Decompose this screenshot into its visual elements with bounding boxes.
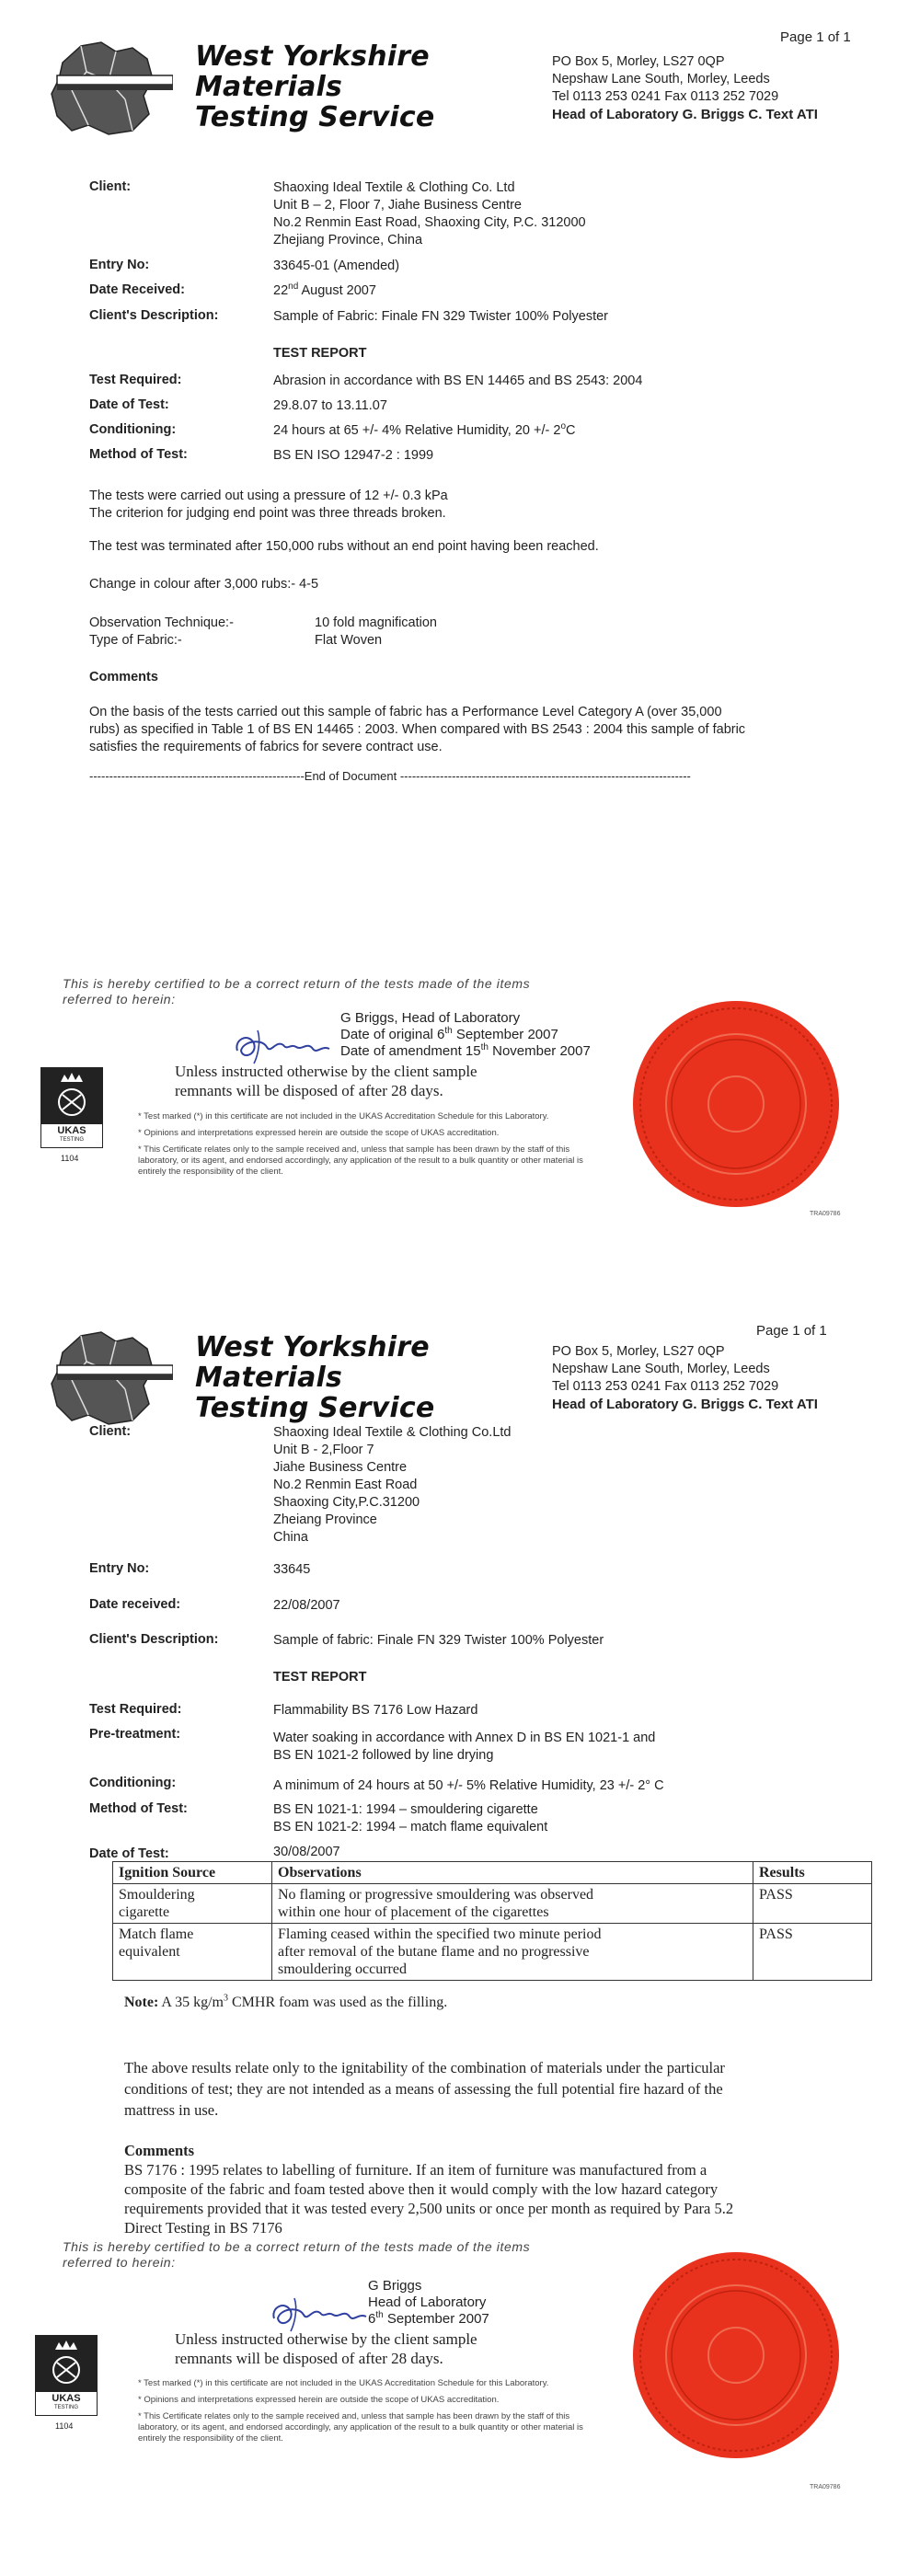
map-logo-icon [44, 1325, 173, 1431]
disposal-notice [175, 1062, 477, 1100]
results-scope-para [124, 2057, 725, 2121]
signatory-name: G Briggs, Head of Laboratory [340, 1010, 521, 1026]
fabric-type-label: Type of Fabric:- [89, 633, 182, 648]
ukas-mark [40, 1067, 103, 1163]
report-flammability [0, 1325, 920, 2576]
result-cell: PASS [753, 1924, 872, 1981]
conditioning-value [273, 422, 576, 440]
org-name-line: Testing Service [195, 1392, 435, 1424]
note-text-rest: CMHR foam was used as the filling. [228, 1995, 448, 2010]
conditioning-label: Conditioning: [89, 422, 177, 437]
entry-no-label: Entry No: [89, 1561, 150, 1576]
client-label: Client: [89, 1424, 132, 1439]
amendment-date-sup: th [480, 1042, 489, 1052]
certification-statement [63, 976, 530, 1007]
foam-note [124, 1994, 447, 2011]
amendment-date [340, 1043, 591, 1060]
signatory-name: G Briggs [368, 2278, 422, 2294]
certification-statement [63, 2239, 530, 2271]
pretreatment-label: Pre-treatment: [89, 1727, 181, 1742]
amendment-date-text: Date of amendment 15 [340, 1043, 481, 1059]
cell-line: Smouldering [119, 1887, 195, 1903]
client-label: Client: [89, 179, 132, 194]
address-line: Tel 0113 253 0241 Fax 0113 252 7029 [552, 89, 779, 104]
results-table [112, 1861, 872, 1981]
address-line: Tel 0113 253 0241 Fax 0113 252 7029 [552, 1379, 779, 1394]
client-line: Unit B - 2,Floor 7 [273, 1443, 374, 1457]
date-received-label: Date Received: [89, 282, 185, 297]
test-required-label: Test Required: [89, 1702, 182, 1717]
certificate-notes [138, 1111, 598, 1183]
wax-seal-icon [626, 994, 846, 1214]
conditioning-label: Conditioning: [89, 1776, 177, 1790]
date-received-value [273, 282, 376, 300]
method-line: BS EN 1021-2: 1994 – match flame equivalent [273, 1820, 548, 1834]
org-name-line: West Yorkshire [195, 1331, 430, 1363]
result-cell: PASS [753, 1884, 872, 1924]
org-name-line: Materials [195, 1362, 343, 1394]
para-line: The above results relate only to the ignitability of the combination of materials under the particular [124, 2059, 725, 2076]
address-line: Nepshaw Lane South, Morley, Leeds [552, 72, 770, 86]
observation-cell [272, 1884, 753, 1924]
note-item: * This Certificate relates only to the sample received and, unless that sample has been drawn by the staff of this laboratory, or its agent, and endorsed accordingly, any application of the result to a bulk quantity or other material is entirely the responsibility of the client. [138, 2411, 583, 2444]
date-received-value: 22/08/2007 [273, 1598, 340, 1613]
cert-line: This is hereby certified to be a correct return of the tests made of the items [63, 976, 531, 991]
observation-cell [272, 1924, 753, 1981]
comment-line: BS 7176 : 1995 relates to labelling of furniture. If an item of furniture was manufactured from a [124, 2161, 707, 2179]
reference-code: TRA09786 [810, 2484, 841, 2490]
client-line: No.2 Renmin East Road [273, 1478, 418, 1492]
certificate-notes [138, 2378, 598, 2450]
address-line: PO Box 5, Morley, LS27 0QP [552, 54, 725, 69]
method-line: BS EN 1021-1: 1994 – smouldering cigarette [273, 1802, 538, 1817]
original-date [340, 1027, 591, 1043]
signatory-block [340, 1010, 591, 1060]
cert-line: This is hereby certified to be a correct return of the tests made of the items [63, 2239, 531, 2254]
cell-line: No flaming or progressive smouldering was observed [278, 1887, 594, 1903]
date-of-test-label: Date of Test: [89, 1846, 169, 1861]
cell-line: cigarette [119, 1904, 170, 1920]
head-of-lab: Head of Laboratory G. Briggs C. Text ATI [552, 1397, 818, 1412]
ignition-source-cell [113, 1924, 272, 1981]
client-description-label: Client's Description: [89, 308, 219, 323]
original-date-text: Date of original 6 [340, 1027, 445, 1042]
sign-date-day: 6 [368, 2311, 376, 2327]
note-text: A 35 kg/m [158, 1995, 224, 2010]
note-item: * Opinions and interpretations expressed herein are outside the scope of UKAS accreditation. [138, 2395, 500, 2405]
original-date-sup: th [444, 1026, 453, 1036]
signatory-block [368, 2278, 489, 2328]
end-of-document: ------------------------------------------------------End of Document ------------------------------------------------------------------------- [89, 769, 691, 783]
ukas-mark [35, 2335, 98, 2431]
para-line: The criterion for judging end point was three threads broken. [89, 506, 446, 521]
termination-para: The test was terminated after 150,000 rubs without an end point having been reached. [89, 539, 599, 554]
signatory-title: Head of Laboratory [368, 2294, 487, 2310]
entry-no-value: 33645 [273, 1562, 311, 1577]
conditioning-value: A minimum of 24 hours at 50 +/- 5% Relative Humidity, 23 +/- 2° C [273, 1778, 664, 1793]
report-abrasion [0, 0, 920, 1224]
address-line: Nepshaw Lane South, Morley, Leeds [552, 1362, 770, 1376]
disposal-line: remnants will be disposed of after 28 days. [175, 2350, 443, 2367]
fabric-type-value: Flat Woven [315, 633, 383, 648]
table-row [113, 1924, 872, 1981]
pretreatment-line: BS EN 1021-2 followed by line drying [273, 1748, 494, 1763]
note-item: * This Certificate relates only to the sample received and, unless that sample has been drawn by the staff of this laboratory, or its agent, and endorsed accordingly, any application of the result to a bulk quantity or other material is entirely the responsibility of the client. [138, 1144, 583, 1177]
head-of-lab: Head of Laboratory G. Briggs C. Text ATI [552, 107, 818, 122]
note-sup: 3 [224, 1993, 228, 2004]
amendment-date-rest: November 2007 [488, 1043, 591, 1059]
test-required-value: Abrasion in accordance with BS EN 14465 and BS 2543: 2004 [273, 374, 643, 388]
column-header: Results [753, 1862, 872, 1884]
test-report-heading: TEST REPORT [273, 1670, 367, 1685]
colour-change: Change in colour after 3,000 rubs:- 4-5 [89, 577, 319, 592]
pretreatment-value [273, 1730, 655, 1765]
date-of-test-label: Date of Test: [89, 397, 169, 412]
comments-body [89, 704, 871, 756]
para-line: The tests were carried out using a pressure of 12 +/- 0.3 kPa [89, 489, 448, 503]
ukas-number: 1104 [55, 2421, 74, 2431]
comment-line: satisfies the requirements of fabrics for severe contract use. [89, 740, 443, 754]
cell-line: within one hour of placement of the cigarettes [278, 1904, 549, 1920]
client-description-value: Sample of fabric: Finale FN 329 Twister 100% Polyester [273, 1633, 604, 1648]
page-number: Page 1 of 1 [756, 1323, 827, 1339]
date-rest: August 2007 [298, 283, 376, 298]
column-header: Observations [272, 1862, 753, 1884]
client-line: Unit B – 2, Floor 7, Jiahe Business Centre [273, 198, 522, 213]
disposal-line: Unless instructed otherwise by the client sample [175, 1063, 477, 1080]
address-line: PO Box 5, Morley, LS27 0QP [552, 1344, 725, 1359]
observation-value: 10 fold magnification [315, 615, 437, 630]
para-line: conditions of test; they are not intended as a means of assessing the full potential fire hazard of the [124, 2080, 723, 2098]
client-address [273, 179, 586, 249]
note-item: * Test marked (*) in this certificate are not included in the UKAS Accreditation Schedule for this Laboratory. [138, 2378, 549, 2388]
date-of-test-value: 29.8.07 to 13.11.07 [273, 398, 387, 413]
ukas-label: UKAS [52, 2393, 81, 2404]
cell-line: smouldering occurred [278, 1961, 407, 1977]
ukas-sub: TESTING [53, 2405, 78, 2410]
pretreatment-line: Water soaking in accordance with Annex D in BS EN 1021-1 and [273, 1731, 656, 1745]
date-received-label: Date received: [89, 1597, 181, 1612]
client-line: Shaoxing City,P.C.31200 [273, 1495, 420, 1510]
comment-line: composite of the fabric and foam tested above then it would comply with the low hazard category [124, 2180, 719, 2198]
degree-sup: o [560, 421, 567, 432]
method-value [273, 1801, 547, 1836]
ukas-sub: TESTING [59, 1137, 84, 1143]
org-name-line: Testing Service [195, 101, 435, 133]
client-description-value: Sample of Fabric: Finale FN 329 Twister 100% Polyester [273, 309, 609, 324]
sign-date-rest: September 2007 [383, 2311, 489, 2327]
cell-line: after removal of the butane flame and no progressive [278, 1944, 590, 1960]
client-address [273, 1424, 511, 1547]
test-pressure-para [89, 488, 448, 523]
client-line: Zhejiang Province, China [273, 233, 423, 247]
cert-line: referred to herein: [63, 2255, 176, 2270]
date-of-test-value: 30/08/2007 [273, 1845, 340, 1859]
org-name-line: Materials [195, 71, 343, 103]
org-address [552, 1343, 818, 1413]
comments-heading: Comments [124, 2142, 195, 2159]
entry-no-label: Entry No: [89, 258, 150, 272]
ukas-label: UKAS [57, 1125, 86, 1136]
disposal-line: remnants will be disposed of after 28 days. [175, 1082, 443, 1099]
method-value: BS EN ISO 12947-2 : 1999 [273, 448, 434, 463]
client-line: No.2 Renmin East Road, Shaoxing City, P.C. 312000 [273, 215, 586, 230]
method-label: Method of Test: [89, 447, 188, 462]
map-logo-icon [44, 35, 173, 141]
disposal-line: Unless instructed otherwise by the client sample [175, 2330, 477, 2348]
comment-line: rubs) as specified in Table 1 of BS EN 14465 : 2003. When compared with BS 2543 : 2004 this sample of fabric [89, 722, 746, 737]
comment-line: requirements provided that it was tested every 2,500 units or once per month as required by Para 5.2 [124, 2200, 734, 2217]
cell-line: Flaming ceased within the specified two minute period [278, 1926, 602, 1942]
note-item: * Test marked (*) in this certificate are not included in the UKAS Accreditation Schedule for this Laboratory. [138, 1111, 549, 1121]
entry-no-value: 33645-01 (Amended) [273, 259, 400, 273]
signature-date [368, 2311, 489, 2328]
client-line: Shaoxing Ideal Textile & Clothing Co. Ltd [273, 180, 515, 195]
comment-line: Direct Testing in BS 7176 [124, 2219, 282, 2237]
wax-seal-icon [626, 2245, 846, 2466]
observation-label: Observation Technique:- [89, 615, 234, 630]
original-date-rest: September 2007 [452, 1027, 558, 1042]
table-row [113, 1884, 872, 1924]
note-label: Note: [124, 1995, 159, 2010]
method-label: Method of Test: [89, 1801, 188, 1816]
cert-line: referred to herein: [63, 992, 176, 1006]
client-line: China [273, 1530, 308, 1545]
client-line: Jiahe Business Centre [273, 1460, 408, 1475]
client-description-label: Client's Description: [89, 1632, 219, 1647]
date-day: 22 [273, 283, 289, 298]
date-suffix: nd [288, 282, 299, 293]
page-number: Page 1 of 1 [780, 29, 851, 45]
cell-line: equivalent [119, 1944, 180, 1960]
org-address [552, 53, 818, 123]
test-required-value: Flammability BS 7176 Low Hazard [273, 1703, 478, 1718]
sign-date-sup: th [375, 2310, 384, 2320]
note-item: * Opinions and interpretations expressed herein are outside the scope of UKAS accreditation. [138, 1128, 500, 1138]
ignition-source-cell [113, 1884, 272, 1924]
table-header-row [113, 1862, 872, 1884]
cell-line: Match flame [119, 1926, 194, 1942]
client-line: Zheiang Province [273, 1512, 377, 1527]
comments-heading: Comments [89, 670, 158, 684]
org-name-line: West Yorkshire [195, 40, 430, 73]
conditioning-text: 24 hours at 65 +/- 4% Relative Humidity, 20 +/- 2 [273, 423, 561, 438]
test-report-heading: TEST REPORT [273, 346, 367, 361]
conditioning-unit: C [566, 423, 576, 438]
client-line: Shaoxing Ideal Textile & Clothing Co.Ltd [273, 1425, 512, 1440]
column-header: Ignition Source [113, 1862, 272, 1884]
ukas-number: 1104 [61, 1154, 79, 1163]
disposal-notice [175, 2329, 477, 2368]
para-line: mattress in use. [124, 2101, 219, 2119]
reference-code: TRA09786 [810, 1211, 841, 1217]
test-required-label: Test Required: [89, 373, 182, 387]
comments-body [124, 2160, 733, 2237]
comment-line: On the basis of the tests carried out this sample of fabric has a Performance Level Category A (over 35,000 [89, 705, 722, 719]
